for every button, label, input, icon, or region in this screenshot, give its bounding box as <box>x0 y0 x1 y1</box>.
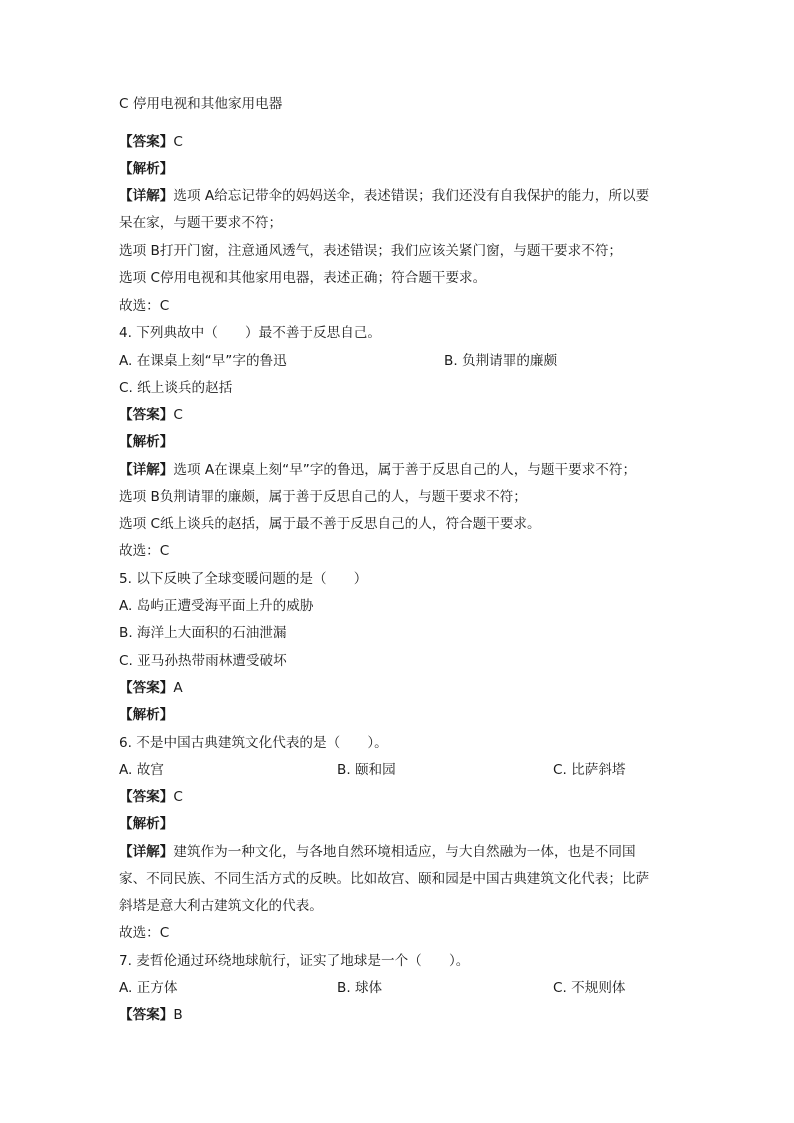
q7-question: 7. 麦哲伦通过环绕地球航行，证实了地球是一个（ ）。 <box>119 953 470 969</box>
q4-detail-b: 选项 B负荆请罪的廉颇，属于善于反思自己的人，与题干要求不符； <box>119 489 527 505</box>
q3-analysis-label: 【解析】 <box>119 161 174 177</box>
detail-text: 选项 A在课桌上刻“早”字的鲁迅，属于善于反思自己的人，与题干要求不符； <box>173 462 637 478</box>
answer-value: B <box>173 1007 183 1023</box>
detail-text: 建筑作为一种文化，与各地自然环境相适应，与大自然融为一体，也是不同国 <box>173 844 636 860</box>
answer-value: C <box>173 789 183 805</box>
q6-analysis-label: 【解析】 <box>119 816 174 832</box>
q4-option-a: A. 在课桌上刻“早”字的鲁迅 <box>119 353 287 369</box>
answer-label: 【答案】 <box>119 407 174 423</box>
q3-detail-c: 选项 C停用电视和其他家用电器，表述正确；符合题干要求。 <box>119 270 487 286</box>
q6-detail-cont: 家、不同民族、不同生活方式的反映。比如故宫、颐和园是中国古典建筑文化代表；比萨 <box>119 871 650 887</box>
answer-value: C <box>173 407 183 423</box>
q4-answer <box>119 405 183 425</box>
answer-label: 【答案】 <box>119 134 174 150</box>
answer-label: 【答案】 <box>119 789 174 805</box>
detail-label: 【详解】 <box>119 462 174 478</box>
q4-option-b: B. 负荆请罪的廉颇 <box>444 353 558 369</box>
q5-analysis-label: 【解析】 <box>119 707 174 723</box>
q6-option-b: B. 颐和园 <box>337 762 396 778</box>
q6-detail <box>119 842 636 862</box>
q4-question: 4. 下列典故中（ ）最不善于反思自己。 <box>119 325 381 341</box>
answer-value: A <box>173 680 183 696</box>
q3-detail-cont: 呆在家，与题干要求不符； <box>119 215 283 231</box>
detail-label: 【详解】 <box>119 188 174 204</box>
q3-answer <box>119 132 183 152</box>
q5-option-a: A. 岛屿正遭受海平面上升的威胁 <box>119 598 314 614</box>
q4-choose: 故选：C <box>119 543 170 559</box>
q5-option-c: C. 亚马孙热带雨林遭受破坏 <box>119 653 287 669</box>
q7-option-b: B. 球体 <box>337 980 383 996</box>
q6-option-a: A. 故宫 <box>119 762 164 778</box>
detail-label: 【详解】 <box>119 844 174 860</box>
q5-answer <box>119 678 183 698</box>
q4-option-c: C. 纸上谈兵的赵括 <box>119 380 233 396</box>
q7-answer <box>119 1005 183 1025</box>
answer-label: 【答案】 <box>119 680 174 696</box>
q5-option-b: B. 海洋上大面积的石油泄漏 <box>119 625 287 641</box>
detail-text: 选项 A给忘记带伞的妈妈送伞，表述错误；我们还没有自我保护的能力，所以要 <box>173 188 650 204</box>
q6-question: 6. 不是中国古典建筑文化代表的是（ ）。 <box>119 735 388 751</box>
q4-analysis-label: 【解析】 <box>119 434 174 450</box>
q3-option-c: C 停用电视和其他家用电器 <box>119 96 283 112</box>
q6-option-c: C. 比萨斜塔 <box>553 762 626 778</box>
q5-question: 5. 以下反映了全球变暖问题的是（ ） <box>119 571 368 587</box>
q4-detail-c: 选项 C纸上谈兵的赵括，属于最不善于反思自己的人，符合题干要求。 <box>119 516 541 532</box>
q6-choose: 故选：C <box>119 925 170 941</box>
q6-detail-cont2: 斜塔是意大利古建筑文化的代表。 <box>119 898 323 914</box>
answer-value: C <box>173 134 183 150</box>
answer-label: 【答案】 <box>119 1007 174 1023</box>
q7-option-c: C. 不规则体 <box>553 980 626 996</box>
q3-choose: 故选：C <box>119 298 170 314</box>
q3-detail <box>119 186 649 206</box>
q6-answer <box>119 787 183 807</box>
q7-option-a: A. 正方体 <box>119 980 178 996</box>
q3-detail-b: 选项 B打开门窗，注意通风透气，表述错误；我们应该关紧门窗，与题干要求不符； <box>119 243 623 259</box>
q4-detail <box>119 460 636 480</box>
